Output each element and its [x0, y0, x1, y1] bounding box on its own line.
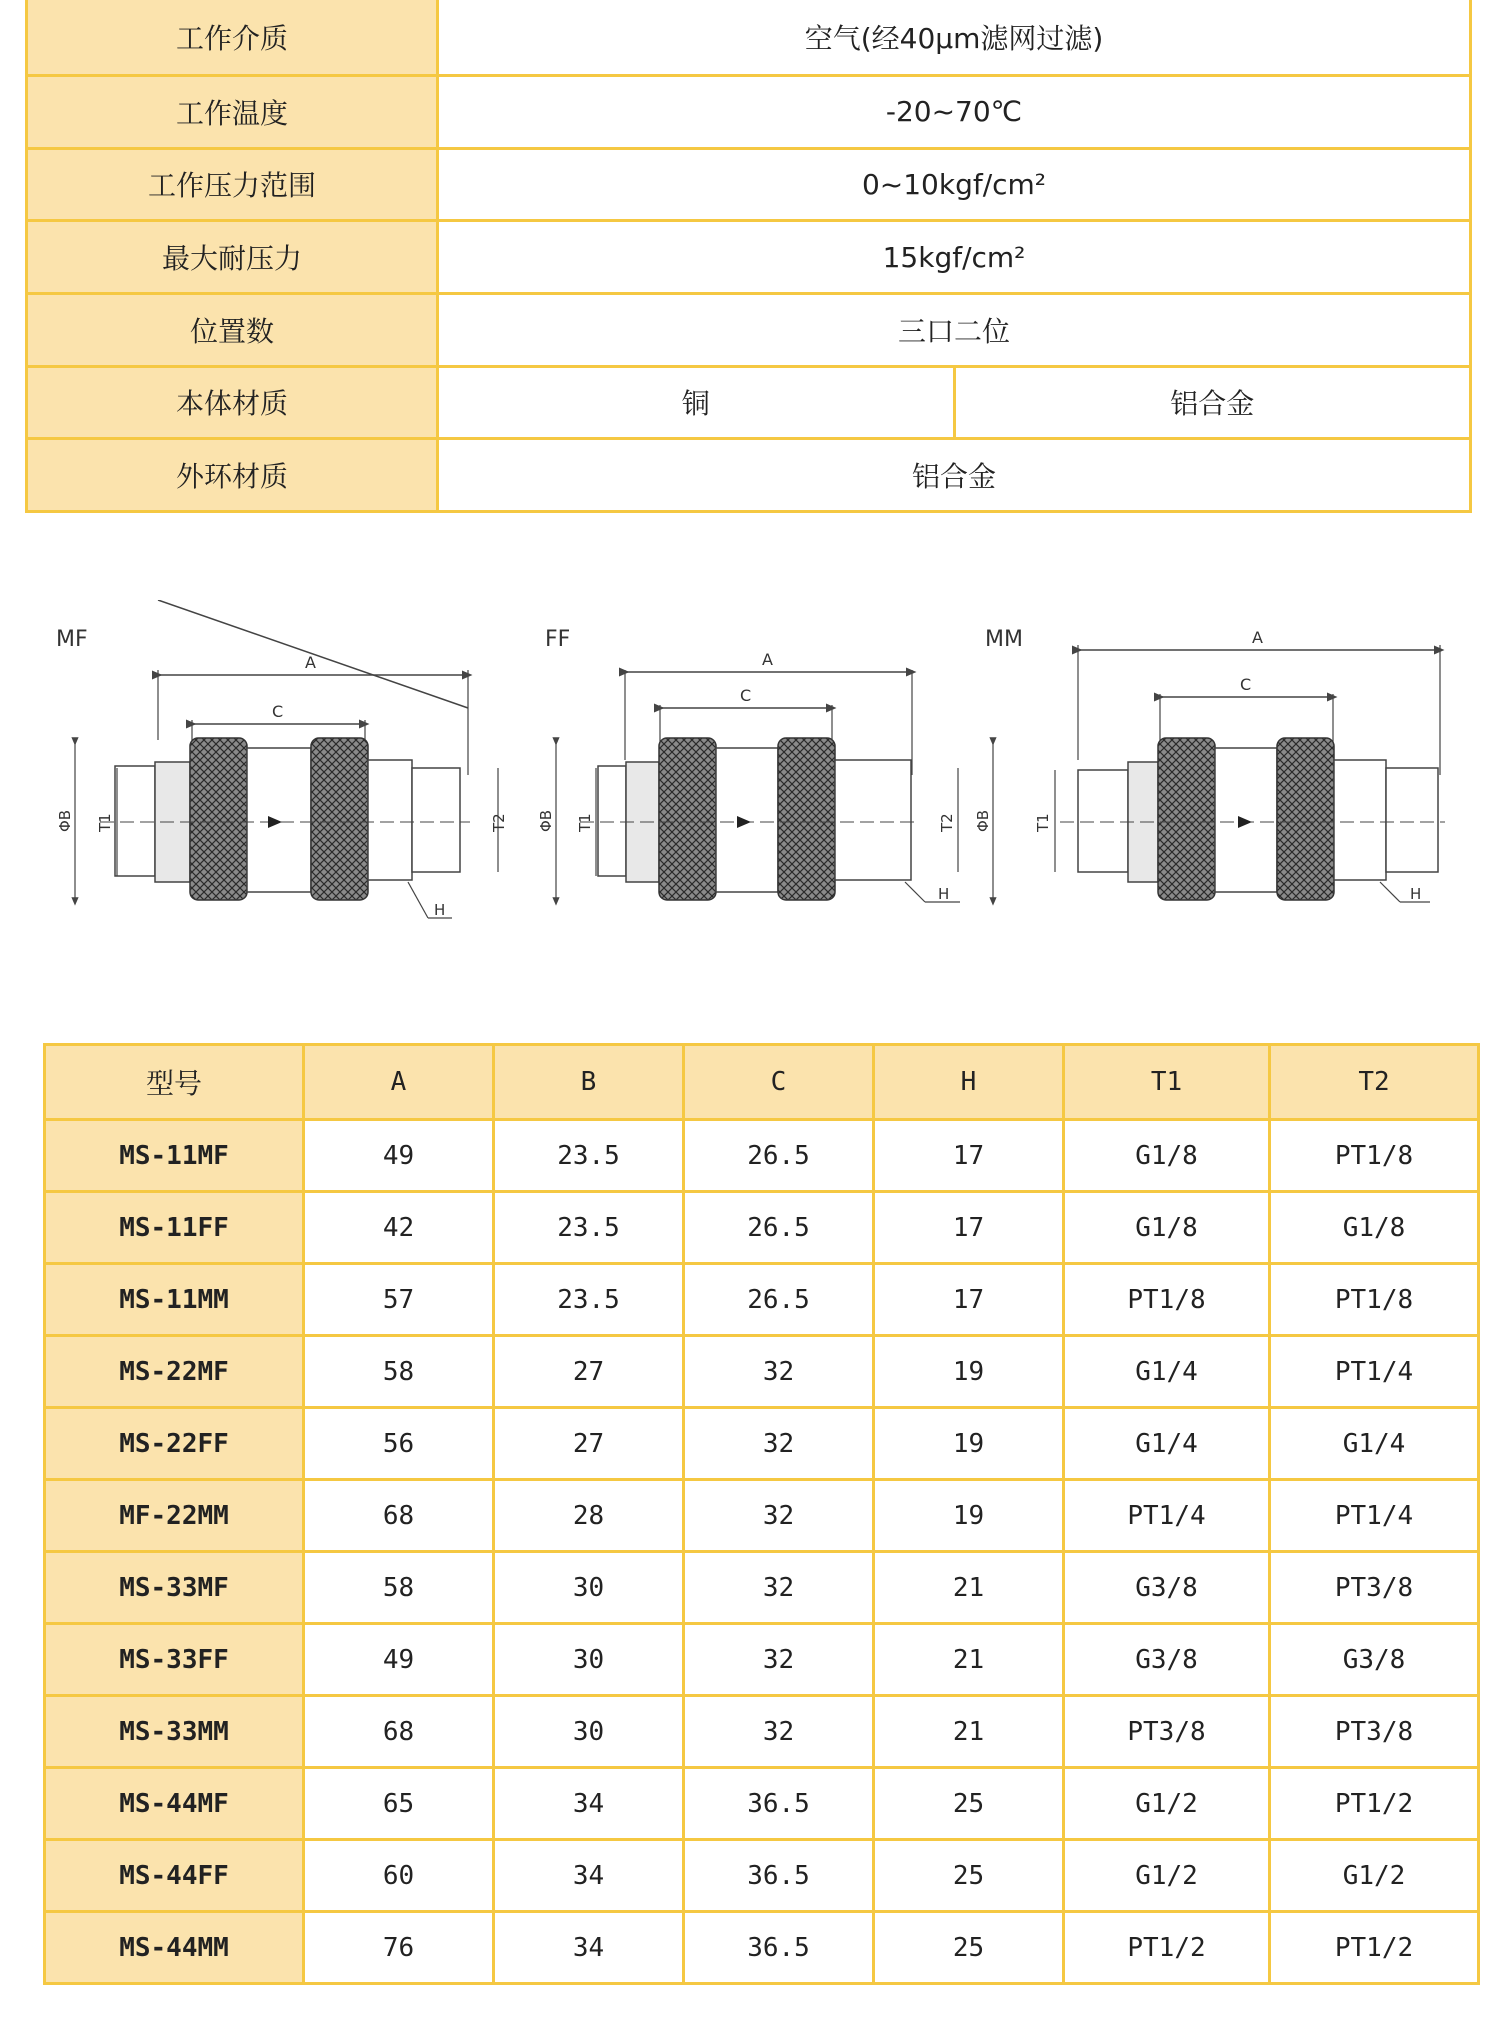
cell-model: MS-33MF [45, 1552, 304, 1624]
header-cell-t2: T2 [1270, 1045, 1479, 1120]
header-cell-model: 型号 [45, 1045, 304, 1120]
cell-model: MS-11MM [45, 1264, 304, 1336]
cell-model: MS-11FF [45, 1192, 304, 1264]
spec-row [27, 0, 1471, 75]
table-row [45, 1264, 1479, 1336]
cell-t2: PT1/8 [1270, 1264, 1479, 1336]
cell-t2: PT3/8 [1270, 1552, 1479, 1624]
cell-c: 36.5 [684, 1768, 874, 1840]
cell-t1: G3/8 [1064, 1552, 1270, 1624]
cell-h: 19 [874, 1480, 1064, 1552]
cell-h: 17 [874, 1192, 1064, 1264]
dim-label-c: C [1240, 675, 1252, 694]
spec-label: 本体材质 [27, 366, 438, 439]
cell-model: MS-44FF [45, 1840, 304, 1912]
cell-b: 27 [494, 1408, 684, 1480]
cell-t1: PT1/8 [1064, 1264, 1270, 1336]
male-plug [598, 766, 626, 876]
header-row [45, 1045, 1479, 1120]
cell-t1: PT1/4 [1064, 1480, 1270, 1552]
cell-c: 26.5 [684, 1192, 874, 1264]
cell-h: 21 [874, 1624, 1064, 1696]
cell-h: 25 [874, 1912, 1064, 1984]
cell-a: 49 [304, 1120, 494, 1192]
spec-value: 三口二位 [438, 293, 1471, 366]
cell-t1: G1/4 [1064, 1336, 1270, 1408]
cell-t1: G1/2 [1064, 1768, 1270, 1840]
cell-t2: G1/8 [1270, 1192, 1479, 1264]
spec-row [27, 293, 1471, 366]
leader-line [1380, 882, 1400, 902]
leader-line [408, 882, 428, 918]
cell-h: 25 [874, 1840, 1064, 1912]
cell-b: 30 [494, 1624, 684, 1696]
header-cell-h: H [874, 1045, 1064, 1120]
cell-c: 36.5 [684, 1912, 874, 1984]
model-table-body [45, 1120, 1479, 1984]
cell-h: 21 [874, 1696, 1064, 1768]
cell-b: 30 [494, 1696, 684, 1768]
cell-model: MS-22FF [45, 1408, 304, 1480]
spec-value-aluminum: 铝合金 [954, 366, 1471, 439]
dim-label-t1: T1 [576, 813, 594, 832]
cell-c: 26.5 [684, 1264, 874, 1336]
table-row [45, 1840, 1479, 1912]
cell-b: 34 [494, 1840, 684, 1912]
cell-model: MS-22MF [45, 1336, 304, 1408]
cell-t2: G1/2 [1270, 1840, 1479, 1912]
cell-b: 23.5 [494, 1120, 684, 1192]
table-row [45, 1480, 1479, 1552]
view-title: FF [545, 627, 571, 652]
cell-t2: PT3/8 [1270, 1696, 1479, 1768]
cell-b: 30 [494, 1552, 684, 1624]
cell-a: 49 [304, 1624, 494, 1696]
table-row [45, 1552, 1479, 1624]
spec-label: 工作压力范围 [27, 148, 438, 221]
male-plug [115, 766, 155, 876]
spec-row [27, 148, 1471, 221]
dim-label-h: H [434, 901, 446, 919]
cell-c: 32 [684, 1336, 874, 1408]
hex-nut [1334, 760, 1386, 880]
female-port [835, 760, 911, 880]
dim-label-t1: T1 [96, 813, 114, 832]
cell-a: 76 [304, 1912, 494, 1984]
cell-c: 36.5 [684, 1840, 874, 1912]
spec-label: 工作温度 [27, 75, 438, 148]
male-thread [412, 768, 460, 872]
leader-line [905, 882, 925, 902]
cell-model: MS-44MF [45, 1768, 304, 1840]
cell-b: 23.5 [494, 1264, 684, 1336]
spec-label: 最大耐压力 [27, 221, 438, 294]
knurled-sleeve [778, 738, 835, 900]
cell-h: 17 [874, 1264, 1064, 1336]
spec-value: 空气(经40μm滤网过滤) [438, 0, 1471, 75]
cell-model: MS-33FF [45, 1624, 304, 1696]
cell-model: MS-11MF [45, 1120, 304, 1192]
table-row [45, 1336, 1479, 1408]
diagram-view-ff [537, 627, 960, 903]
cell-model: MS-33MM [45, 1696, 304, 1768]
header-cell-t1: T1 [1064, 1045, 1270, 1120]
cell-t2: PT1/4 [1270, 1336, 1479, 1408]
dim-label-t2: T2 [938, 813, 956, 832]
cell-b: 34 [494, 1768, 684, 1840]
cell-h: 17 [874, 1120, 1064, 1192]
spec-row [27, 221, 1471, 294]
knurled-sleeve [190, 738, 247, 900]
cell-h: 21 [874, 1552, 1064, 1624]
cell-c: 32 [684, 1480, 874, 1552]
cell-t2: PT1/8 [1270, 1120, 1479, 1192]
cell-h: 19 [874, 1408, 1064, 1480]
cell-a: 68 [304, 1480, 494, 1552]
cell-t1: G3/8 [1064, 1624, 1270, 1696]
spec-row [27, 75, 1471, 148]
cell-c: 32 [684, 1696, 874, 1768]
cell-b: 28 [494, 1480, 684, 1552]
table-row [45, 1768, 1479, 1840]
cell-a: 58 [304, 1336, 494, 1408]
spec-value: 铝合金 [438, 439, 1471, 512]
coupler-dimension-diagram [0, 600, 1500, 960]
table-row [45, 1408, 1479, 1480]
cell-t2: PT1/2 [1270, 1912, 1479, 1984]
dim-label-b: ΦB [537, 809, 555, 832]
table-row [45, 1696, 1479, 1768]
dim-label-a: A [305, 653, 316, 672]
table-row [45, 1912, 1479, 1984]
spec-value-copper: 铜 [438, 366, 955, 439]
dim-label-t1: T1 [1034, 813, 1052, 832]
hex-nut [368, 760, 412, 880]
view-title: MF [56, 627, 88, 652]
table-row [45, 1120, 1479, 1192]
spec-table [25, 0, 1472, 513]
cell-b: 23.5 [494, 1192, 684, 1264]
cell-a: 65 [304, 1768, 494, 1840]
cell-t1: G1/8 [1064, 1120, 1270, 1192]
dim-label-a: A [1252, 628, 1263, 647]
dim-label-b: ΦB [56, 809, 74, 832]
dim-label-h: H [1410, 885, 1422, 903]
diagram-view-mf [56, 600, 508, 919]
header-cell-c: C [684, 1045, 874, 1120]
cell-t1: PT3/8 [1064, 1696, 1270, 1768]
diagram-view-mm [974, 627, 1445, 903]
male-thread [1386, 768, 1438, 872]
dim-label-b: ΦB [974, 809, 992, 832]
cell-b: 34 [494, 1912, 684, 1984]
cell-t1: G1/8 [1064, 1192, 1270, 1264]
spec-value: -20~70℃ [438, 75, 1471, 148]
cell-model: MF-22MM [45, 1480, 304, 1552]
cell-a: 57 [304, 1264, 494, 1336]
cell-t1: G1/2 [1064, 1840, 1270, 1912]
header-cell-b: B [494, 1045, 684, 1120]
cell-h: 25 [874, 1768, 1064, 1840]
knurled-sleeve [659, 738, 716, 900]
knurled-sleeve [1158, 738, 1215, 900]
dim-label-h: H [938, 885, 950, 903]
dim-label-t2: T2 [490, 813, 508, 832]
dim-label-c: C [740, 686, 752, 705]
dim-label-a: A [762, 650, 773, 669]
cell-t1: PT1/2 [1064, 1912, 1270, 1984]
cell-t2: G1/4 [1270, 1408, 1479, 1480]
cell-c: 32 [684, 1624, 874, 1696]
cell-t1: G1/4 [1064, 1408, 1270, 1480]
body [247, 748, 311, 892]
table-row [45, 1192, 1479, 1264]
spec-value: 15kgf/cm² [438, 221, 1471, 294]
knurled-sleeve [1277, 738, 1334, 900]
male-thread [1078, 770, 1128, 872]
cell-t2: PT1/4 [1270, 1480, 1479, 1552]
cell-a: 58 [304, 1552, 494, 1624]
spec-row [27, 366, 1471, 439]
spec-row [27, 439, 1471, 512]
view-title: MM [985, 627, 1023, 652]
header-cell-a: A [304, 1045, 494, 1120]
cell-model: MS-44MM [45, 1912, 304, 1984]
cell-a: 60 [304, 1840, 494, 1912]
cell-a: 56 [304, 1408, 494, 1480]
cell-b: 27 [494, 1336, 684, 1408]
cell-c: 32 [684, 1408, 874, 1480]
spec-label: 位置数 [27, 293, 438, 366]
body [716, 748, 778, 892]
cell-a: 68 [304, 1696, 494, 1768]
cell-a: 42 [304, 1192, 494, 1264]
spec-label: 工作介质 [27, 0, 438, 75]
cell-c: 32 [684, 1552, 874, 1624]
spec-label: 外环材质 [27, 439, 438, 512]
cell-c: 26.5 [684, 1120, 874, 1192]
dim-label-c: C [272, 702, 284, 721]
cell-h: 19 [874, 1336, 1064, 1408]
knurled-sleeve [311, 738, 368, 900]
cell-t2: G3/8 [1270, 1624, 1479, 1696]
spec-value: 0~10kgf/cm² [438, 148, 1471, 221]
cell-t2: PT1/2 [1270, 1768, 1479, 1840]
table-row [45, 1624, 1479, 1696]
model-table [43, 1043, 1480, 1985]
